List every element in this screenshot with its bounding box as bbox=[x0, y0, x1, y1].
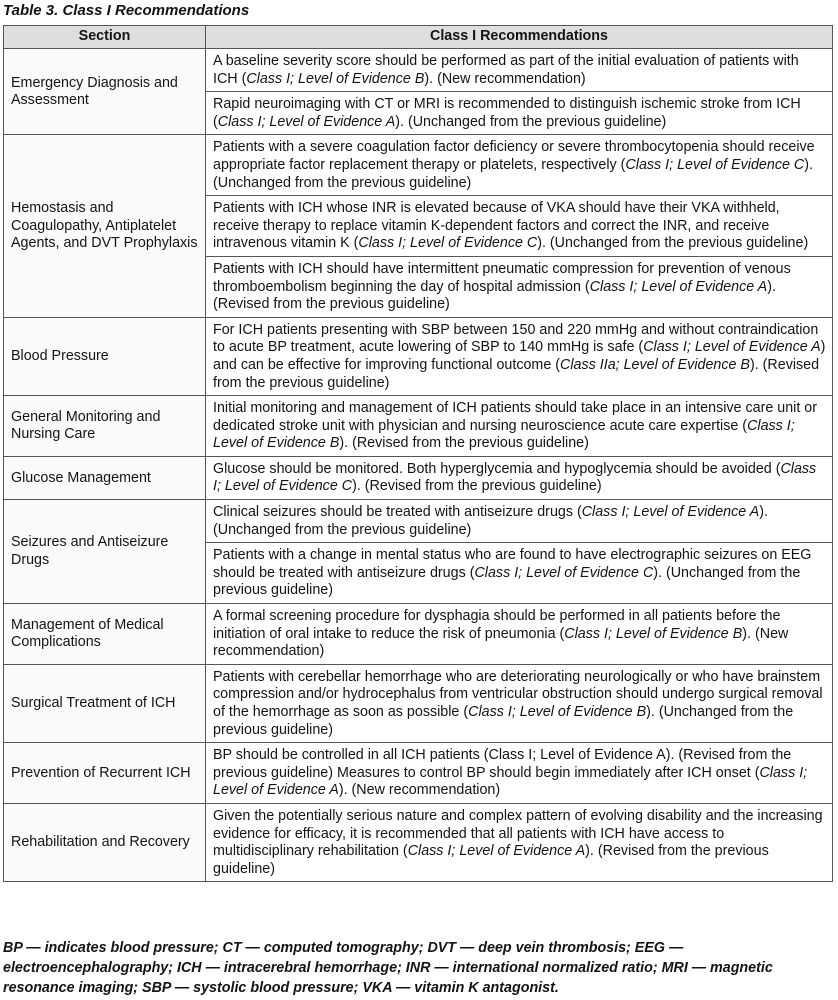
evidence-level-text: Class I; Level of Evidence C bbox=[358, 235, 538, 252]
evidence-level-text: Class I; Level of Evidence B bbox=[246, 70, 425, 87]
section-cell: Surgical Treatment of ICH bbox=[4, 664, 206, 742]
recommendation-cell bbox=[206, 743, 833, 804]
evidence-level-text: Class I; Level of Evidence C bbox=[625, 156, 805, 173]
recommendation-text: Clinical seizures should be treated with antiseizure drugs ( bbox=[213, 504, 582, 521]
evidence-level-text: Class I; Level of Evidence B bbox=[564, 625, 743, 642]
evidence-level-text: Class I; Level of Evidence B bbox=[213, 417, 795, 452]
recommendation-cell bbox=[206, 456, 833, 499]
recommendation-cell bbox=[206, 256, 833, 317]
table-row bbox=[4, 664, 833, 742]
recommendation-text: Glucose should be monitored. Both hyperglycemia and hypoglycemia should be avoided ( bbox=[213, 460, 781, 477]
recommendation-cell bbox=[206, 49, 833, 92]
recommendation-cell bbox=[206, 604, 833, 665]
recommendation-text: ). (New recommendation) bbox=[213, 625, 789, 660]
section-cell: Glucose Management bbox=[4, 456, 206, 499]
recommendation-text: ) and can be effective for improving functional outcome ( bbox=[213, 339, 826, 373]
recommendation-text: ). (Revised from the previous guideline) bbox=[213, 278, 776, 313]
section-cell: Hemostasis and Coagulopathy, Antiplatelet Agents, and DVT Prophylaxis bbox=[4, 135, 206, 317]
table-row bbox=[4, 317, 833, 395]
evidence-level-text: Class I; Level of Evidence A bbox=[589, 278, 768, 295]
section-cell: Management of Medical Complications bbox=[4, 604, 206, 665]
recommendation-cell bbox=[206, 92, 833, 135]
evidence-level-text: Class I; Level of Evidence A bbox=[581, 504, 760, 521]
table-row bbox=[4, 49, 833, 92]
section-cell: Blood Pressure bbox=[4, 317, 206, 395]
recommendation-text: ). (Unchanged from the previous guideline) bbox=[537, 235, 809, 252]
recommendation-text: A formal screening procedure for dysphagia should be performed in all patients before the initiation of oral intake to reduce the risk of pneumonia ( bbox=[213, 608, 781, 642]
recommendation-text: ). (Unchanged from the previous guideline) bbox=[395, 113, 667, 130]
recommendation-text: ). (Unchanged from the previous guideline) bbox=[213, 564, 801, 599]
evidence-level-text: Class I; Level of Evidence A bbox=[407, 843, 586, 860]
section-cell: Emergency Diagnosis and Assessment bbox=[4, 49, 206, 135]
table-row bbox=[4, 743, 833, 804]
section-cell: Rehabilitation and Recovery bbox=[4, 803, 206, 881]
recommendation-text: Patients with a change in mental status who are found to have electrographic seizures on EEG should be treated with antiseizure drugs ( bbox=[213, 547, 812, 581]
evidence-level-text: Class I; Level of Evidence A bbox=[217, 113, 396, 130]
recommendation-text: For ICH patients presenting with SBP between 150 and 220 mmHg and without contraindication to acute BP treatment, acute lowering of SBP to 140 mmHg is safe ( bbox=[213, 321, 819, 356]
recommendation-text: ). (Unchanged from the previous guideline) bbox=[213, 704, 794, 738]
recommendation-cell bbox=[206, 664, 833, 742]
table-title: Table 3. Class I Recommendations bbox=[3, 2, 250, 19]
recommendation-cell bbox=[206, 500, 833, 543]
recommendations-column-header: Class I Recommendations bbox=[206, 26, 833, 49]
evidence-level-text: Class I; Level of Evidence A bbox=[213, 764, 808, 799]
table-row bbox=[4, 500, 833, 543]
evidence-level-text: Class I; Level of Evidence B bbox=[468, 704, 647, 720]
recommendation-text: ). (New recommendation) bbox=[424, 70, 586, 87]
abbreviations-footnote: BP — indicates blood pressure; CT — computed tomography; DVT — deep vein thrombosis; EEG — electroencephalography; ICH — intracerebral hemorrhage; INR — international normalized ratio; MRI — magnetic resonance imaging; SBP — systolic blood pressure; VKA — vitamin K antagonist. bbox=[3, 940, 773, 996]
recommendation-text: Given the potentially serious nature and complex pattern of evolving disability and the increasing evidence for efficacy, it is recommended that all patients with ICH have access to multidisciplinary rehabilitation ( bbox=[213, 807, 823, 860]
recommendation-cell bbox=[206, 396, 833, 457]
table-row bbox=[4, 456, 833, 499]
section-cell: General Monitoring and Nursing Care bbox=[4, 396, 206, 457]
section-column-header: Section bbox=[4, 26, 206, 49]
section-cell: Prevention of Recurrent ICH bbox=[4, 743, 206, 804]
recommendation-text: ). (New recommendation) bbox=[338, 782, 501, 799]
recommendations-table bbox=[3, 25, 833, 882]
recommendation-text: ). (Revised from the previous guideline) bbox=[352, 478, 602, 495]
recommendation-text: Patients with ICH whose INR is elevated because of VKA should have their VKA withheld, receive therapy to replace vitamin K-dependent factors and correct the INR, and receive intravenous vitamin K ( bbox=[213, 200, 780, 252]
recommendation-cell bbox=[206, 317, 833, 395]
recommendation-cell bbox=[206, 803, 833, 881]
section-cell: Seizures and Antiseizure Drugs bbox=[4, 500, 206, 604]
evidence-level-text: Class I; Level of Evidence C bbox=[213, 460, 817, 495]
recommendation-text: ). (Revised from the previous guideline) bbox=[339, 435, 589, 452]
recommendation-text: Initial monitoring and management of ICH patients should take place in an intensive care unit or dedicated stroke unit with physician and nursing neuroscience acute care expertise ( bbox=[213, 400, 817, 434]
table-row bbox=[4, 135, 833, 196]
recommendation-text: Patients with ICH should have intermittent pneumatic compression for prevention of venous thromboembolism beginning the day of hospital admission ( bbox=[213, 260, 791, 295]
recommendation-text: A baseline severity score should be performed as part of the initial evaluation of patients with ICH ( bbox=[213, 53, 799, 87]
recommendation-cell bbox=[206, 543, 833, 604]
recommendation-text: Rapid neuroimaging with CT or MRI is recommended to distinguish ischemic stroke from ICH ( bbox=[213, 96, 801, 130]
recommendation-text: Patients with a severe coagulation factor deficiency or severe thrombocytopenia should receive appropriate factor replacement therapy or platelets, respectively ( bbox=[213, 139, 815, 173]
evidence-level-text: Class I; Level of Evidence C bbox=[474, 564, 654, 581]
recommendation-text: ). (Revised from the previous guideline) bbox=[213, 843, 769, 877]
table-row bbox=[4, 396, 833, 457]
recommendation-cell bbox=[206, 196, 833, 257]
table-row bbox=[4, 803, 833, 881]
recommendation-text: Patients with cerebellar hemorrhage who are deteriorating neurologically or who have brainstem compression and/or hydrocephalus from ventricular obstruction should undergo surgical removal of the hemorrhage as soon as possible ( bbox=[213, 668, 823, 720]
recommendation-text: ). (Unchanged from the previous guideline) bbox=[213, 504, 768, 538]
recommendation-text: ). (Unchanged from the previous guideline) bbox=[213, 156, 813, 191]
evidence-level-text: Class I; Level of Evidence A bbox=[643, 339, 821, 356]
table-body bbox=[4, 49, 833, 882]
table-header-row bbox=[4, 26, 833, 49]
recommendation-text: ). (Revised from the previous guideline) bbox=[213, 356, 820, 391]
evidence-level-text: Class IIa; Level of Evidence B bbox=[560, 356, 750, 373]
recommendation-cell bbox=[206, 135, 833, 196]
table-row bbox=[4, 604, 833, 665]
recommendation-text: BP should be controlled in all ICH patients (Class I; Level of Evidence A). (Revised from the previous guideline) Measures to control BP should begin immediately after ICH onset ( bbox=[213, 747, 792, 781]
